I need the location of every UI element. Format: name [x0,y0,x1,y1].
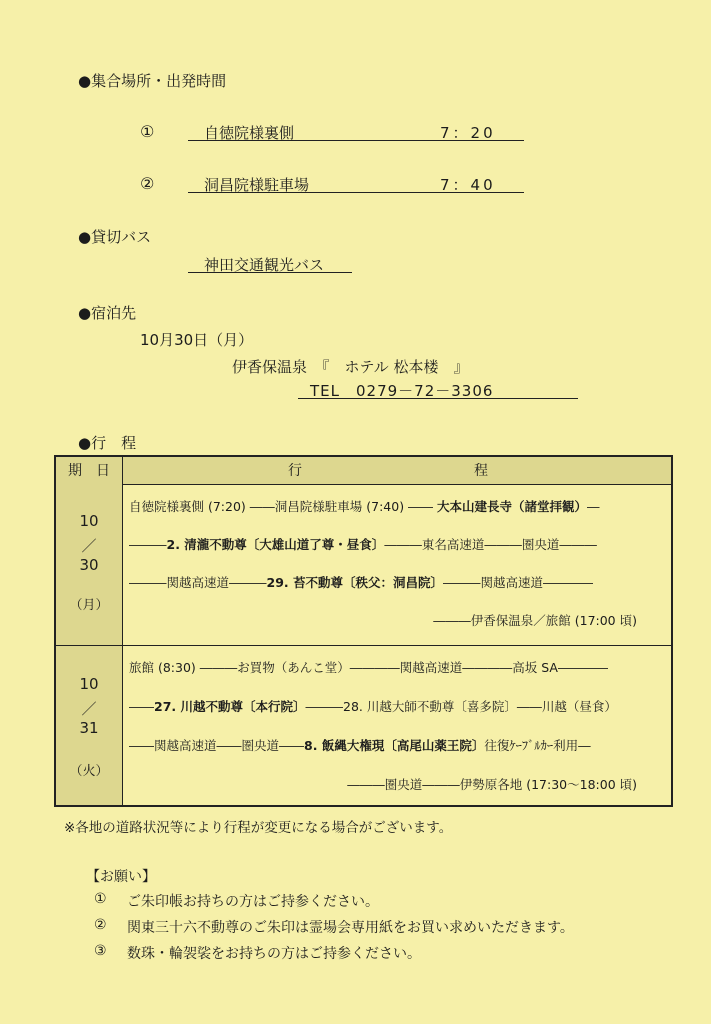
day-2-line-2-a: ―― [129,699,154,714]
request-3-number: ③ [94,943,107,959]
assembly-heading: ●集合場所・出発時間 [78,72,227,90]
assembly-item-2-place: 洞昌院様駐車場 [204,176,310,194]
assembly-item-2-number: ② [140,174,155,193]
assembly-item-2-time: 7：40 [440,176,496,194]
day-1-line-3-a: ―――関越高速道――― [129,575,267,590]
day-2-line-3-a: ――関越高速道――圏央道―― [129,738,305,753]
itinerary-heading: ●行 程 [78,434,137,452]
day-2-line-2 [129,697,617,715]
day-2-line-4: ―――圏央道―――伊勢原各地 (17:30～18:00 頃) [347,777,637,792]
assembly-item-1-number: ① [140,122,155,141]
bus-name: 神田交通観光バス [204,256,325,274]
day-1-line-3-b: 29. 苔不動尊〔秩父：洞昌院〕 [266,575,444,590]
column-header-date: 期 日 [68,463,110,479]
day-1-line-2-a: ――― [129,537,167,552]
day-1-weekday: （月） [69,598,109,613]
request-2-text: 関東三十六不動尊のご朱印は霊場会専用紙をお買い求めいただきます。 [127,920,574,936]
day-2-line-1: 旅館 (8:30) ―――お買物（あんこ堂）――――関越高速道――――高坂 SA―――― [129,660,608,675]
day-2-line-3 [129,736,591,754]
day-1-month: 10 [79,512,99,530]
request-1-number: ① [94,891,107,907]
day-1-line-4: ―――伊香保温泉／旅館 (17:00 頃) [433,613,637,628]
request-3-text: 数珠・輪袈裟をお持ちの方はご持参ください。 [127,946,421,962]
lodging-hotel: 伊香保温泉 『 ホテル 松本楼 』 [232,358,469,376]
column-header-route-1: 行 [288,463,302,479]
route-change-notice: ※各地の道路状況等により行程が変更になる場合がございます。 [64,820,453,836]
day-1-slash: ／ [81,537,97,555]
request-2-number: ② [94,917,107,933]
day-1-line-2-b: 2. 清瀧不動尊〔大雄山道了尊・昼食〕 [166,537,385,552]
assembly-item-1-place: 自徳院様裏側 [204,124,295,142]
day-1-line-2 [129,535,597,553]
row-divider [56,645,671,646]
day-2-line-2-c: ―――28. 川越大師不動尊〔喜多院〕――川越（昼食） [305,699,617,714]
column-divider [122,457,123,805]
day-1-line-2-c: ―――東名高速道―――圏央道――― [384,537,597,552]
day-2-line-3-b: 8. 飯縄大権現〔高尾山薬王院〕 [304,738,485,753]
column-header-route-2: 程 [474,463,488,479]
assembly-item-1-time: 7：20 [440,124,496,142]
day-1-line-3 [129,573,593,591]
day-1-line-1-a: 自徳院様裏側 (7:20) ――洞昌院様駐車場 (7:40) ―― [129,499,438,514]
bus-heading: ●貸切バス [78,228,152,246]
request-1-text: ご朱印帳お持ちの方はご持参ください。 [127,894,379,910]
day-2-weekday: （火） [69,764,109,779]
itinerary-table-header [56,457,671,485]
lodging-heading: ●宿泊先 [78,304,137,322]
itinerary-table [54,455,673,807]
day-1-line-1-c: ― [587,499,600,514]
requests-heading: 【お願い】 [86,869,156,885]
day-2-line-3-c: 往復ｹｰﾌﾞﾙｶｰ利用― [484,738,591,753]
day-1-day: 30 [79,556,99,574]
day-1-line-3-c: ―――関越高速道―――― [443,575,594,590]
day-2-day: 31 [79,719,99,737]
lodging-date: 10月30日（月） [140,331,254,349]
day-2-month: 10 [79,675,99,693]
day-1-line-1-b: 大本山建長寺（諸堂拝観） [437,499,588,514]
day-1-line-1 [129,497,600,515]
day-2-line-2-b: 27. 川越不動尊〔本行院〕 [154,699,306,714]
lodging-tel: TEL 0279－72－3306 [310,382,494,400]
day-2-slash: ／ [81,700,97,718]
